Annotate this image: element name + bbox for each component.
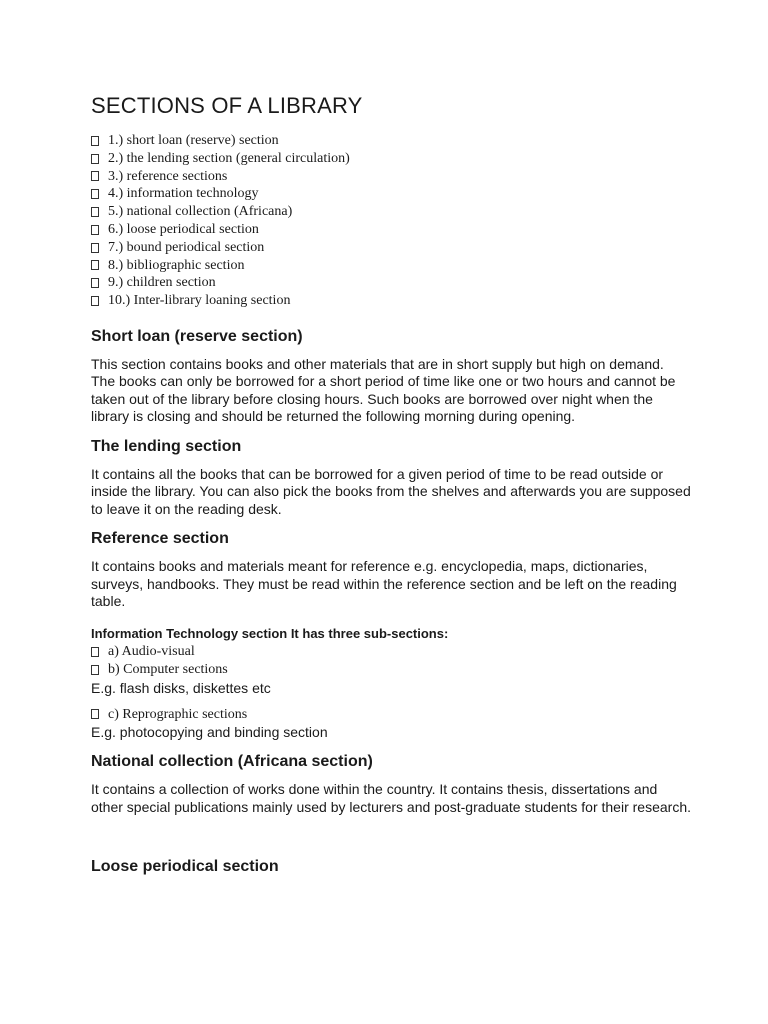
list-item — [91, 257, 691, 275]
box-bullet-icon — [91, 296, 99, 306]
spacer — [91, 827, 691, 857]
reference-body: It contains books and materials meant for reference e.g. encyclopedia, maps, dictionaries, surveys, handbooks. They must be read within the reference section and be left on the reading table. — [91, 558, 677, 610]
list-item — [91, 150, 691, 168]
box-bullet-icon — [91, 243, 99, 253]
list-item — [91, 274, 691, 292]
list-item — [91, 221, 691, 239]
reference-heading: Reference section — [91, 530, 229, 548]
computer-example: E.g. flash disks, diskettes etc — [91, 679, 271, 696]
sub-section-reprographic — [91, 706, 691, 724]
list-item-label: 3.) reference sections — [108, 168, 228, 184]
spacer — [91, 697, 691, 706]
box-bullet-icon — [91, 665, 99, 675]
information-technology-heading: Information Technology section It has three sub-sections: — [91, 625, 449, 641]
lending-heading: The lending section — [91, 437, 242, 455]
sub-section-label: a) Audio-visual — [108, 643, 195, 659]
list-item-label: 6.) loose periodical section — [108, 221, 259, 237]
list-item — [91, 292, 691, 310]
box-bullet-icon — [91, 709, 99, 719]
list-item — [91, 185, 691, 203]
list-item — [91, 132, 691, 150]
short-loan-body: This section contains books and other materials that are in short supply but high on demand. The books can only be borrowed for a short period of time like one or two hours and cannot be taken out of the library before closing hours. Such books are borrowed over night when the library is closing and should be returned the following morning during opening. — [91, 355, 676, 425]
sub-section-label: b) Computer sections — [108, 661, 228, 677]
box-bullet-icon — [91, 171, 99, 181]
sub-section-computer — [91, 661, 691, 679]
list-item-label: 9.) children section — [108, 275, 216, 291]
box-bullet-icon — [91, 136, 99, 146]
document-page — [91, 92, 691, 886]
box-bullet-icon — [91, 260, 99, 270]
list-item-label: 8.) bibliographic section — [108, 257, 245, 273]
list-item-label: 4.) information technology — [108, 186, 259, 202]
section-list — [91, 132, 691, 310]
lending-body: It contains all the books that can be borrowed for a given period of time to be read outside or inside the library. You can also pick the books from the shelves and afterwards you are supposed to leave it on the reading desk. — [91, 465, 691, 517]
national-collection-heading: National collection (Africana section) — [91, 753, 373, 771]
sub-section-label: c) Reprographic sections — [108, 706, 248, 722]
list-item-label: 1.) short loan (reserve) section — [108, 133, 279, 148]
box-bullet-icon — [91, 647, 99, 657]
box-bullet-icon — [91, 207, 99, 217]
loose-periodical-heading: Loose periodical section — [91, 858, 279, 876]
list-item — [91, 168, 691, 186]
box-bullet-icon — [91, 154, 99, 164]
sub-section-audio-visual — [91, 643, 691, 661]
list-item-label: 7.) bound periodical section — [108, 239, 265, 255]
list-item — [91, 203, 691, 221]
box-bullet-icon — [91, 189, 99, 199]
box-bullet-icon — [91, 278, 99, 288]
national-collection-body: It contains a collection of works done within the country. It contains thesis, dissertations and other special publications mainly used by lecturers and post-graduate students for their research. — [91, 781, 691, 815]
list-item-label: 5.) national collection (Africana) — [108, 204, 293, 220]
short-loan-heading: Short loan (reserve section) — [91, 327, 303, 345]
list-item-label: 2.) the lending section (general circulation) — [108, 150, 350, 166]
list-item-label: 10.) Inter-library loaning section — [108, 293, 291, 309]
page-title: SECTIONS OF A LIBRARY — [91, 93, 363, 118]
box-bullet-icon — [91, 225, 99, 235]
reprographic-example: E.g. photocopying and binding section — [91, 724, 328, 741]
list-item — [91, 239, 691, 257]
